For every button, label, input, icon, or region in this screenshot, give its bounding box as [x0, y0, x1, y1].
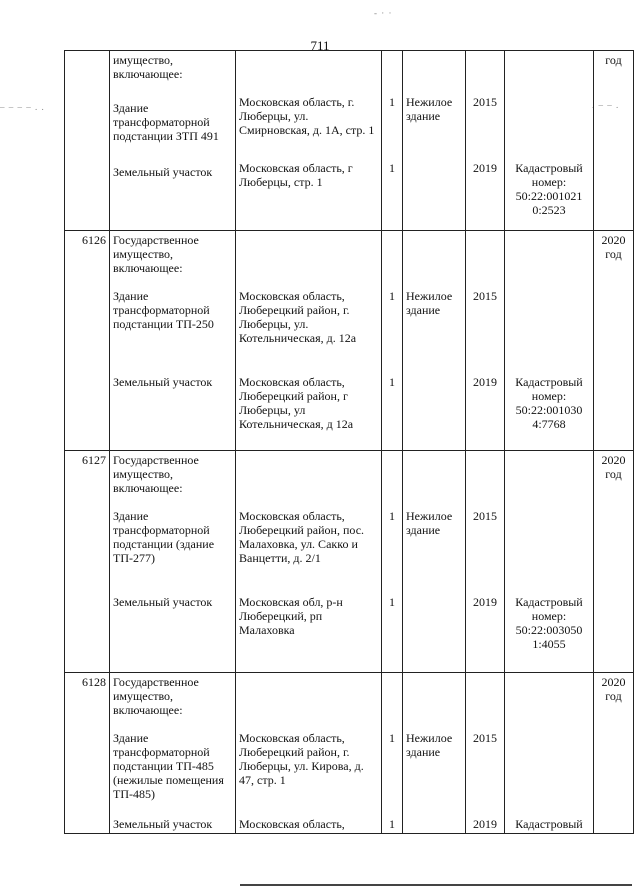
scan-mark: – – – – . . [0, 102, 45, 112]
property-register-table [64, 50, 634, 834]
address-cell [236, 51, 382, 231]
land-year: 2019 [473, 817, 497, 831]
building-name: Здание трансформаторной подстанции (здание ТП-277) [113, 509, 215, 565]
building-year: 2015 [473, 731, 497, 745]
cadastral-cell [505, 451, 594, 673]
building-year: 2015 [473, 289, 497, 303]
building-type: Нежилое здание [406, 509, 453, 537]
table-row [65, 673, 634, 834]
entry-header: Государственное имущество, включающее: [113, 675, 199, 717]
land-year: 2019 [473, 595, 497, 609]
cadastral-cell [505, 51, 594, 231]
land-plot-name: Земельный участок [113, 817, 213, 831]
item-description-cell [110, 451, 236, 673]
building-quantity: 1 [389, 731, 395, 745]
quantity-cell [382, 51, 403, 231]
transfer-year-cell: год [594, 51, 634, 231]
object-type-cell [403, 231, 466, 451]
object-type-cell [403, 51, 466, 231]
building-type: Нежилое здание [406, 731, 453, 759]
land-plot-name: Земельный участок [113, 595, 213, 609]
entry-header: Государственное имущество, включающее: [113, 453, 199, 495]
land-address: Московская область, [239, 817, 345, 831]
land-quantity: 1 [389, 161, 395, 175]
scan-mark: . – – . [592, 100, 620, 110]
building-year: 2015 [473, 95, 497, 109]
cadastral-number: Кадастровый номер: 50:22:001021 0:2523 [515, 161, 583, 217]
entry-header: Государственное имущество, включающее: [113, 233, 199, 275]
cadastral-cell [505, 673, 594, 834]
cadastral-number: Кадастровый [515, 817, 583, 831]
year-cell [466, 51, 505, 231]
building-address: Московская область, Люберецкий район, пос. Малаховка, ул. Сакко и Ванцетти, д. 2/1 [239, 509, 365, 565]
building-address: Московская область, Люберецкий район, г. Люберцы, ул. Котельническая, д. 12а [239, 289, 357, 345]
land-plot-name: Земельный участок [113, 375, 213, 389]
table-row [65, 51, 634, 231]
page-number: 711 [310, 38, 330, 53]
entry-number: 6127 [65, 451, 110, 673]
scan-mark: - · · [374, 8, 393, 18]
land-plot-name: Земельный участок [113, 165, 213, 179]
entry-number: 6126 [65, 231, 110, 451]
building-type: Нежилое здание [406, 289, 453, 317]
land-address: Московская область, г Люберцы, стр. 1 [239, 161, 353, 189]
building-year: 2015 [473, 509, 497, 523]
entry-number: 6128 [65, 673, 110, 834]
land-quantity: 1 [389, 375, 395, 389]
item-description-cell [110, 51, 236, 231]
address-cell [236, 451, 382, 673]
transfer-year-cell: 2020 год [594, 451, 634, 673]
building-name: Здание трансформаторной подстанции ЗТП 491 [113, 101, 219, 143]
land-year: 2019 [473, 161, 497, 175]
transfer-year-cell: 2020 год [594, 231, 634, 451]
cadastral-number: Кадастровый номер: 50:22:003050 1:4055 [515, 595, 583, 651]
building-address: Московская область, г. Люберцы, ул. Смирновская, д. 1А, стр. 1 [239, 95, 375, 137]
year-cell [466, 673, 505, 834]
object-type-cell [403, 451, 466, 673]
building-quantity: 1 [389, 289, 395, 303]
item-description-cell [110, 673, 236, 834]
table-row [65, 451, 634, 673]
year-cell [466, 231, 505, 451]
land-quantity: 1 [389, 817, 395, 831]
object-type-cell [403, 673, 466, 834]
building-quantity: 1 [389, 95, 395, 109]
cadastral-number: Кадастровый номер: 50:22:001030 4:7768 [515, 375, 583, 431]
land-year: 2019 [473, 375, 497, 389]
building-address: Московская область, Люберецкий район, г. Люберцы, ул. Кирова, д. 47, стр. 1 [239, 731, 364, 787]
cadastral-cell [505, 231, 594, 451]
item-description-cell [110, 231, 236, 451]
year-cell [466, 451, 505, 673]
transfer-year-cell: 2020 год [594, 673, 634, 834]
quantity-cell [382, 673, 403, 834]
building-name: Здание трансформаторной подстанции ТП-485 (нежилые помещения ТП-485) [113, 731, 224, 801]
building-quantity: 1 [389, 509, 395, 523]
address-cell [236, 231, 382, 451]
quantity-cell [382, 231, 403, 451]
building-name: Здание трансформаторной подстанции ТП-250 [113, 289, 214, 331]
land-address: Московская обл, р-н Люберецкий, рп Малаховка [239, 595, 343, 637]
table-row [65, 231, 634, 451]
address-cell [236, 673, 382, 834]
scan-edge-line [240, 884, 632, 886]
entry-header: имущество, включающее: [113, 53, 183, 81]
entry-number [65, 51, 110, 231]
land-quantity: 1 [389, 595, 395, 609]
quantity-cell [382, 451, 403, 673]
land-address: Московская область, Люберецкий район, г Люберцы, ул Котельническая, д 12а [239, 375, 354, 431]
building-type: Нежилое здание [406, 95, 453, 123]
